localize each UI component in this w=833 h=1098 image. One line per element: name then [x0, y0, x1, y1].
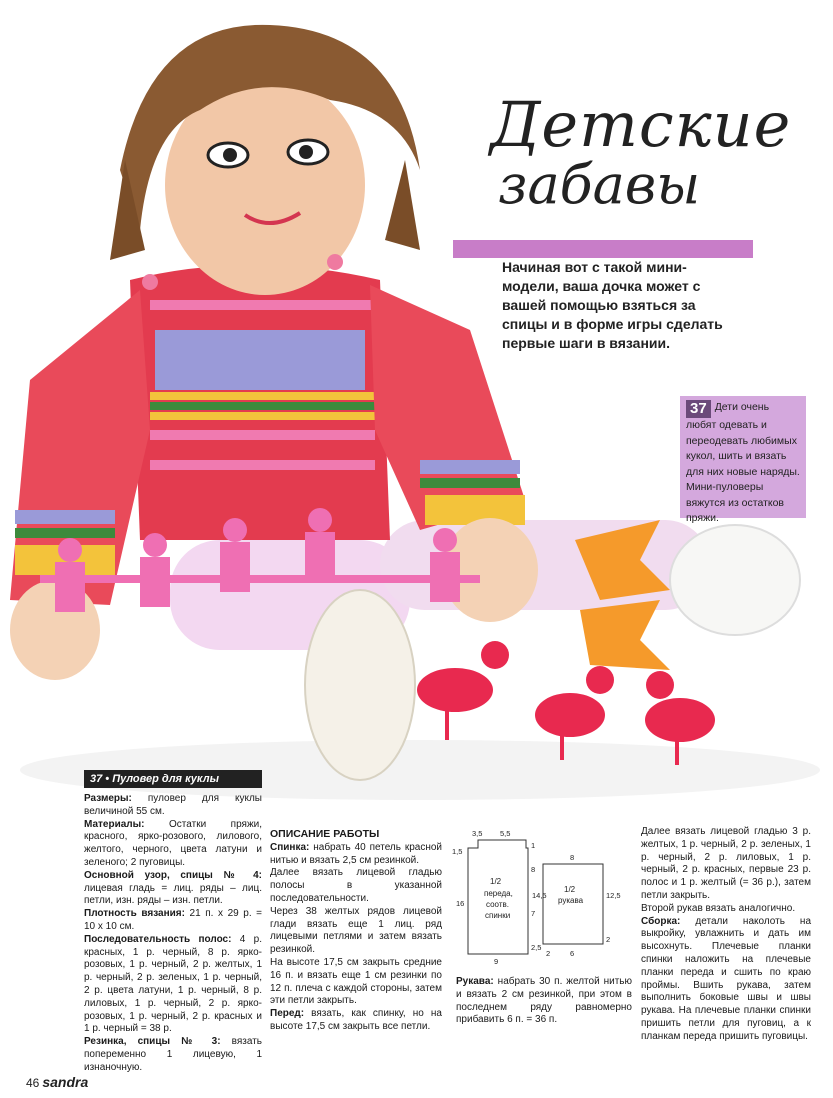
- item-label: Резинка, спицы № 3:: [84, 1036, 221, 1048]
- pattern-schematic: [448, 826, 634, 968]
- schematic-sleeve-label: рукава: [558, 896, 584, 905]
- item-text: Через 38 желтых рядов лицевой глади вязать еще 1 лиц. ряд лицевыми петлями и затем вязать резинкой.: [270, 905, 442, 956]
- item-text: Второй рукав вязать аналогично.: [641, 902, 796, 914]
- sidebox-text: Дети очень любят одевать и переодевать любимых кукол, шить и вязать для них новые наряды. Мини-пуловеры вяжутся из остатков пряжи.: [686, 401, 800, 524]
- dim-label: 1: [531, 841, 536, 850]
- dim-label: 2: [546, 949, 551, 958]
- dim-label: 6: [570, 949, 575, 958]
- title-line-1: Детские: [490, 88, 792, 161]
- page-title: [490, 88, 810, 216]
- sleeve-column: [456, 976, 632, 1027]
- item-text: пуловер для куклы величиной 55 см.: [84, 793, 262, 817]
- finish-item: [641, 826, 811, 903]
- pattern-item: [84, 819, 262, 870]
- finish-item: [641, 916, 811, 1044]
- item-label: Материалы:: [84, 818, 145, 830]
- dim-label: 3,5: [472, 829, 483, 838]
- item-label: Рукава:: [456, 976, 494, 987]
- item-label: Размеры:: [84, 793, 132, 804]
- item-text: вязать попеременно 1 лицевую, 1 изнаночную.: [84, 1036, 263, 1073]
- pattern-item: [84, 793, 262, 819]
- page-number: 46: [26, 1076, 40, 1090]
- dim-label: 7: [531, 909, 536, 918]
- item-text: На высоте 17,5 см закрыть средние 16 п. и вязать еще 1 см резинки по 12 п. плеча с каждой стороны, затем эти петли закрыть.: [270, 956, 442, 1007]
- pattern-header: 37 • Пуловер для куклы: [84, 770, 262, 788]
- dim-label: 8: [531, 865, 536, 874]
- item-text: вязать, как спинку, но на высоте 17,5 см закрыть все петли.: [270, 1008, 442, 1032]
- schematic-body-label: 1/2: [490, 877, 502, 886]
- work-item: [270, 842, 442, 868]
- schematic-body-label: соотв.: [486, 900, 509, 909]
- work-title: ОПИСАНИЕ РАБОТЫ: [270, 828, 380, 840]
- dim-label: 9: [494, 957, 499, 966]
- item-text: Остатки пряжи, красного, ярко-розового, лилового, желтого, черного, цвета латуни и зеленого; 2 пуговицы.: [84, 818, 262, 868]
- pattern-item: [84, 870, 262, 908]
- dim-label: 12,5: [606, 891, 621, 900]
- item-text: набрать 30 п. желтой нитью и вязать 2 см резинкой, при этом в последнем ряду равномерно прибавить 6 п. = 36 п.: [456, 976, 633, 1026]
- pattern-item: [84, 1036, 262, 1074]
- schematic-body-label: спинки: [485, 911, 511, 920]
- page-footer: [26, 1074, 88, 1090]
- sleeve-item: [456, 976, 632, 1027]
- pattern-column: [84, 770, 262, 1075]
- dim-label: 8: [570, 853, 575, 862]
- item-text: 21 п. х 29 р. = 10 х 10 см.: [84, 908, 263, 932]
- info-sidebox: [680, 396, 806, 524]
- dim-label: 14,5: [532, 891, 547, 900]
- item-text: детали наколоть на выкройку, увлажнить и дать им высохнуть. Плечевые планки спинки наложить на плечевые планки переда и сшить по краю проймы. Вшить рукава, затем выполнить боковые швы и швы рукава. На плечевые планки спинки пришить петли для пуговиц, а к планкам переда пришить пуговицы.: [641, 915, 812, 1042]
- dim-label: 2,5: [531, 943, 542, 952]
- dim-label: 1,5: [452, 847, 463, 856]
- pattern-item: [84, 908, 262, 934]
- finish-column: [641, 826, 811, 1044]
- item-label: Последовательность полос:: [84, 933, 232, 945]
- accent-bar: [453, 240, 753, 258]
- model-number-badge: 37: [686, 400, 711, 418]
- item-text: набрать 40 петель красной нитью и вязать 2,5 см резинкой.: [270, 841, 442, 866]
- item-label: Спинка:: [270, 841, 310, 853]
- item-label: Перед:: [270, 1008, 305, 1020]
- finish-item: [641, 903, 811, 916]
- dim-label: 16: [456, 899, 465, 908]
- item-text: лицевая гладь = лиц. ряды – лиц. петли, изн. ряды – изн. петли.: [84, 882, 262, 907]
- work-item: [270, 1008, 442, 1034]
- item-text: Далее вязать лицевой гладью полосы в указанной последовательности.: [270, 867, 442, 904]
- work-item: [270, 867, 442, 905]
- item-text: Далее вязать лицевой гладью 3 р. желтых, 1 р. черный, 2 р. зеленых, 1 р. черный, 2 р. лиловых, 1 р. черный, 2 р. красных, первые 23 р. полос и 1 р. желтый (= 36 р.), затем петли закрыть.: [641, 826, 811, 901]
- pattern-item: [84, 934, 262, 1036]
- schematic-sleeve-label: 1/2: [564, 885, 576, 894]
- work-column: [270, 828, 442, 1034]
- work-item: [270, 957, 442, 1008]
- schematic-body-label: переда,: [484, 889, 513, 898]
- magazine-brand: sandra: [42, 1074, 89, 1090]
- title-line-2: забавы: [498, 153, 701, 216]
- dim-label: 5,5: [500, 829, 511, 838]
- dim-label: 2: [606, 935, 611, 944]
- item-label: Сборка:: [641, 915, 681, 927]
- work-item: [270, 906, 442, 957]
- lead-paragraph: Начиная вот с такой мини-модели, ваша дочка может с вашей помощью взяться за спицы и в форме игры сделать первые шаги в вязании.: [502, 259, 723, 351]
- item-label: Основной узор, спицы № 4:: [84, 869, 262, 881]
- item-label: Плотность вязания:: [84, 908, 185, 920]
- item-text: 4 р. красных, 1 р. черный, 8 р. ярко-розовых, 1 р. черный, 2 р. желтых, 1 р. черный, 2 р. зеленых, 1 р. черный, 2 р. цвета латуни, 1 р. черный, 8 р. лиловых, 1 р. черный, 2 р. ярко-розовых, 1 р. черный, 2 р. красных и 1 р. черный = 38 р.: [84, 933, 262, 1035]
